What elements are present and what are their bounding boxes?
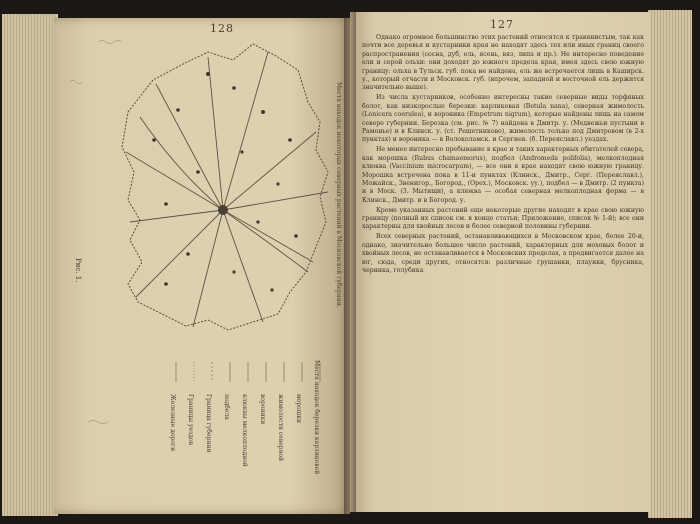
page-text [362, 34, 644, 508]
legend-item: морошки [295, 394, 302, 424]
page-number-left: 128 [210, 22, 234, 35]
legend-item: Места находок березки карликовой [313, 360, 320, 475]
page-edges-right [648, 10, 692, 518]
handwriting-marks [70, 41, 122, 424]
figure-side-caption: Места находок некоторых северных растений в Московской губернии. [335, 82, 342, 308]
legend-item: вороники [259, 394, 266, 425]
paragraph: Из числа кустарников, особенно интересны такие северные виды торфяных болот, как низкорослые березки: карликовая (Betula nana), северная жимолость (Lonicera coerulea), и вороника (Empetrum nigrum), которые найдены лишь на самом севере губернии. Березка (см. рис. № 7) найдена в Дмитр. у. (Медвежьи пустыни в Рамонье) и в Клинск. у. (ст. Решетниково), жимолость только под Дмитровом (в 2-х пунктах) и вороника — в Волоколамск. и Сергиев. (б. Переяславл.) уездах. [362, 94, 644, 144]
railway-lines [126, 52, 328, 327]
page-number-right: 127 [490, 18, 514, 31]
paragraph: Однако огромное большинство этих растений относятся к травянистым, так как почти все деревья и кустарники края не находят здесь тех или иных границ своего распространения (сосна, дуб, ель, ясень, вяз, липа и пр.). Не интересно поведение ели и серой ольхи: они доходят до южного предела края, имея здесь свою южную границу: ольха в Тульск. губ. пока не найдена, ель же встречается лишь в Каширск. у., который отчасти и Московск. губ. (впрочем, западной и восточной ель держится значительно выше). [362, 34, 644, 92]
moscow-marker [218, 205, 228, 215]
figure-caption: Рис. 1. [74, 258, 82, 283]
map-drawing [58, 22, 348, 512]
legend-item: Железные дороги [169, 394, 176, 452]
paragraph: Кроме указанных растений еще некоторые другие находят в крае свою южную границу (полный их список см. в конце статьи; Приложение, список № 1-й); все они характерны для хвойных лесов и более северной половины губернии. [362, 206, 644, 231]
page-edges-left [2, 14, 58, 516]
legend-item: подбела [223, 394, 230, 420]
legend-item: клюквы мелкоплодной [241, 394, 248, 467]
paragraph: Не менее интересно пребывание в крае и таких характерных обитателей севера, как морошка (Rubus chamaemorus), подбел (Andromeda polifolia), мелкоплодная клюква (Vaccinium microcarpum), — все они в крае находят свою южную границу. Морошка встречена пока в 11-и пунктах (Клинск., Дмитр., Серг. (Переяславл.), Можайск., Звенигор., Богород., (Орех.), Московск. уу.), подбел — в Дмитр. (2 пункта) и в Моск. (3. Мытищи), а клюква — особая северная мелкоплодная форма — в Клинск., Дмитр. и в Богород. у. [362, 146, 644, 204]
legend-item: Границы уездов [187, 394, 194, 445]
legend-item: Граница губернии [205, 394, 212, 453]
map-figure [58, 22, 348, 512]
province-border [122, 44, 328, 330]
legend-marks [176, 362, 320, 382]
paragraph: Всех северных растений, останавливающихся в Московском крае, более 20-и, однако, значительно большее число растений, характерных для моховых болот и хвойных лесов, не останавливается в Московских пределах, а продвигается далее на юг, сюда, среди других, относятся: различные грушанки, плаунки, брусника, черника, голубика [362, 233, 644, 274]
legend-item: жимолости северной [277, 394, 284, 462]
